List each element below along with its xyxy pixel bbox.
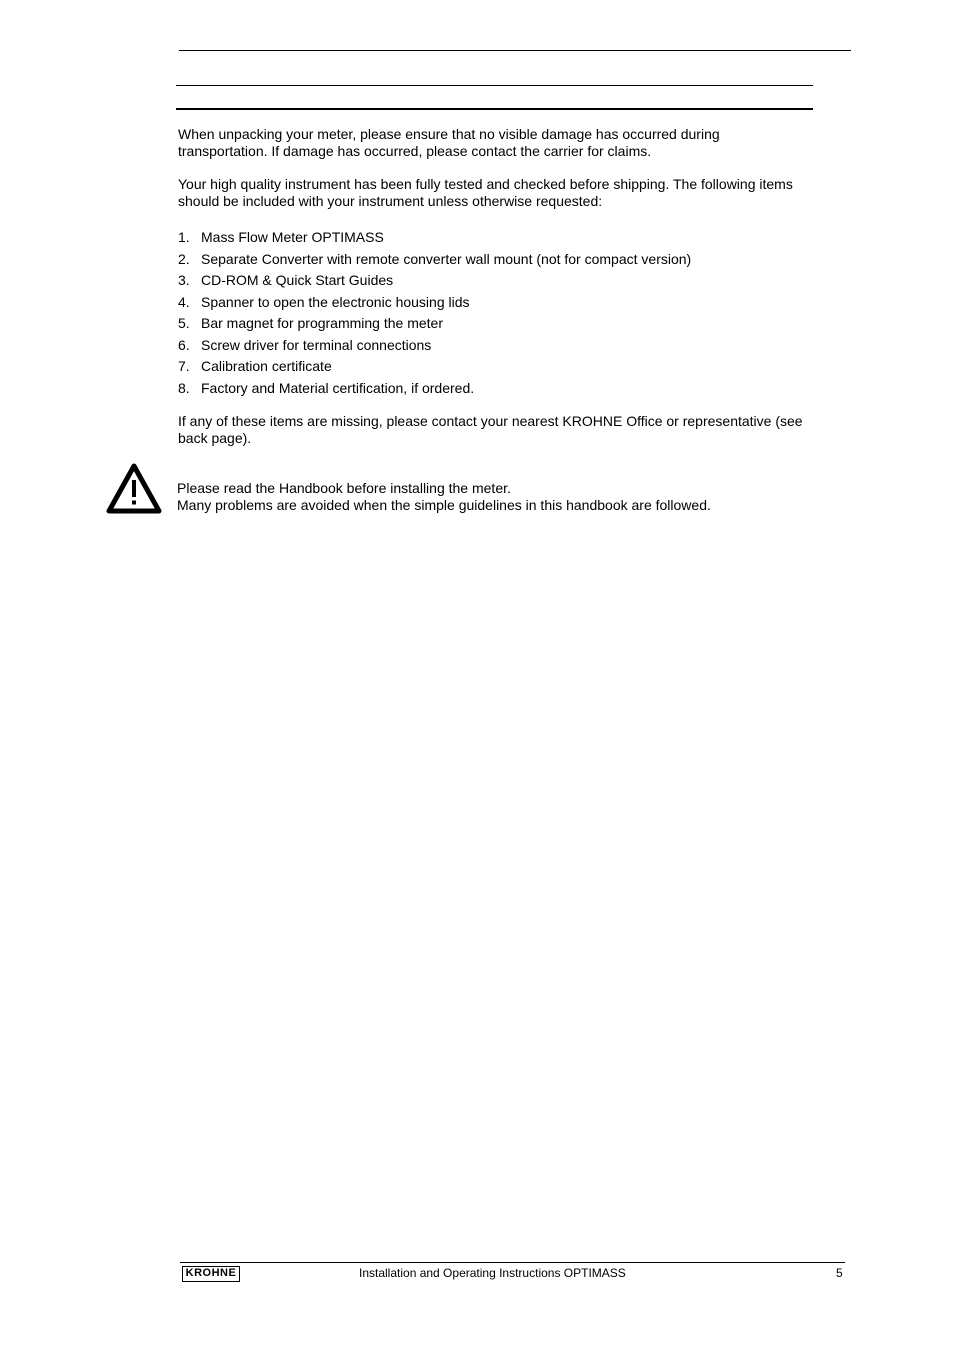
- krohne-logo: KROHNE: [182, 1266, 240, 1282]
- footer-rule: [180, 1262, 845, 1263]
- list-item: [178, 272, 691, 294]
- list-item-text: Calibration certificate: [201, 358, 332, 374]
- intro-paragraph-1: When unpacking your meter, please ensure that no visible damage has occurred during transportation. If damage has occurred, please contact the carrier for claims.: [178, 126, 720, 159]
- list-item-number: 4.: [178, 293, 190, 310]
- list-item: [178, 294, 691, 316]
- header-rule-top: [179, 50, 851, 51]
- list-item: [178, 380, 691, 402]
- list-item-text: Factory and Material certification, if ordered.: [201, 379, 475, 396]
- list-item-number: 6.: [178, 336, 190, 353]
- list-item: [178, 315, 691, 337]
- list-item-text: Bar magnet for programming the meter: [201, 315, 443, 331]
- warning-text: [177, 480, 711, 513]
- list-item: [178, 251, 691, 273]
- page-number: 5: [836, 1266, 843, 1280]
- list-item-text: Spanner to open the electronic housing lids: [201, 293, 470, 310]
- list-item: [178, 229, 691, 251]
- section-rule-lower: [176, 108, 813, 110]
- intro-paragraph-2: Your high quality instrument has been fully tested and checked before shipping. The following items should be included with your instrument unless otherwise requested:: [178, 176, 793, 209]
- list-item-text: Screw driver for terminal connections: [201, 336, 432, 353]
- list-item: [178, 358, 691, 380]
- list-item-number: 1.: [178, 229, 190, 245]
- list-item-text: CD-ROM & Quick Start Guides: [201, 272, 394, 288]
- warning-line-1: Please read the Handbook before installing the meter.: [177, 480, 511, 496]
- list-item-text: Mass Flow Meter OPTIMASS: [201, 229, 384, 245]
- footer-document-title: Installation and Operating Instructions OPTIMASS: [359, 1266, 626, 1280]
- warning-line-2: Many problems are avoided when the simple guidelines in this handbook are followed.: [177, 496, 711, 513]
- included-items-list: [178, 229, 691, 401]
- list-item: [178, 337, 691, 359]
- missing-items-note: If any of these items are missing, please contact your nearest KROHNE Office or representative (see back page).: [178, 413, 803, 446]
- list-item-number: 5.: [178, 315, 190, 331]
- list-item-number: 2.: [178, 250, 190, 267]
- list-item-number: 7.: [178, 358, 190, 374]
- section-rule-upper: [176, 85, 813, 86]
- warning-triangle-icon: [105, 462, 163, 516]
- list-item-text: Separate Converter with remote converter wall mount (not for compact version): [201, 250, 692, 267]
- list-item-number: 8.: [178, 379, 190, 396]
- list-item-number: 3.: [178, 272, 190, 288]
